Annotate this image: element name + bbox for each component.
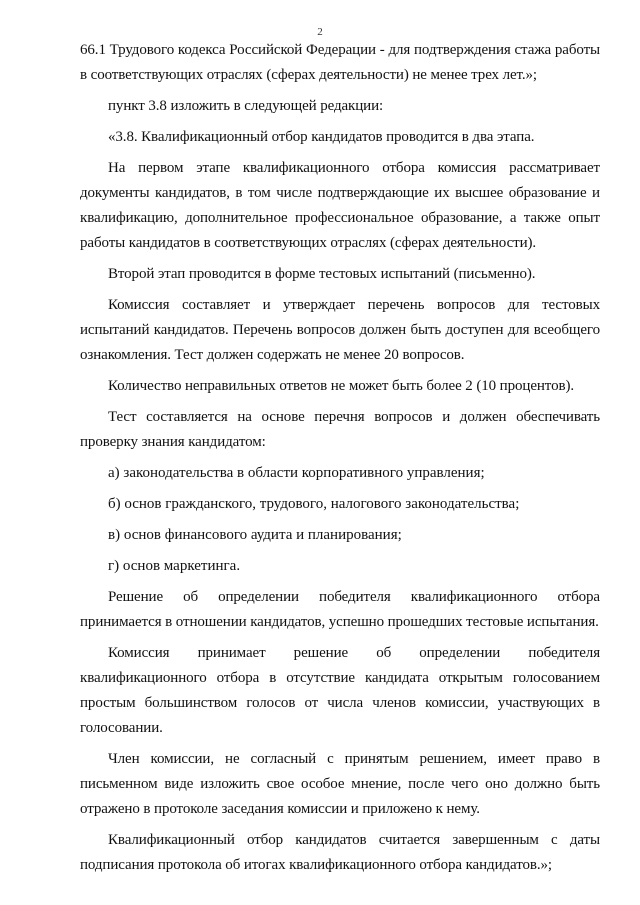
paragraph-commission-vote: Комиссия принимает решение об определении победителя квалификационного отбора в отсутствие кандидата открытым голосованием простым большинством голосов от числа членов комиссии, участвующих в голосовании. — [80, 645, 600, 736]
paragraph-winner-decision: Решение об определении победителя квалификационного отбора принимается в отношении кандидатов, успешно прошедших тестовые испытания. — [80, 589, 600, 630]
paragraph-clause-3-8: «3.8. Квалификационный отбор кандидатов проводится в два этапа. — [108, 129, 535, 145]
paragraph-amendment-intro: пункт 3.8 изложить в следующей редакции: — [108, 98, 384, 114]
paragraph-continuation: 66.1 Трудового кодекса Российской Федерации - для подтверждения стажа работы в соответствующих отраслях (сферах деятельности) не менее трех лет.»; — [80, 42, 600, 83]
list-item-a: а) законодательства в области корпоративного управления; — [108, 465, 485, 481]
paragraph-question-list: Комиссия составляет и утверждает перечень вопросов для тестовых испытаний кандидатов. Перечень вопросов должен быть доступен для всеобщего ознакомления. Тест должен содержать не менее 20 вопросов. — [80, 297, 600, 363]
list-item-d: г) основ маркетинга. — [108, 558, 241, 574]
list-item-c: в) основ финансового аудита и планирования; — [108, 527, 402, 543]
paragraph-second-stage: Второй этап проводится в форме тестовых испытаний (письменно). — [108, 266, 536, 282]
paragraph-first-stage: На первом этапе квалификационного отбора комиссия рассматривает документы кандидатов, в том числе подтверждающие их высшее образование и квалификацию, дополнительное профессиональное образование, а также опыт работы кандидатов в соответствующих отраслях (сферах деятельности). — [80, 160, 600, 251]
paragraph-dissent: Член комиссии, не согласный с принятым решением, имеет право в письменном виде изложить свое особое мнение, после чего оно должно быть отражено в протоколе заседания комиссии и приложено к нему. — [80, 751, 600, 817]
page-number: 2 — [317, 26, 323, 38]
list-item-b: б) основ гражданского, трудового, налогового законодательства; — [108, 496, 520, 512]
document-body — [80, 38, 600, 884]
paragraph-wrong-answers: Количество неправильных ответов не может быть более 2 (10 процентов). — [108, 378, 574, 394]
paragraph-completion: Квалификационный отбор кандидатов считается завершенным с даты подписания протокола об итогах квалификационного отбора кандидатов.»; — [80, 832, 600, 873]
paragraph-test-basis: Тест составляется на основе перечня вопросов и должен обеспечивать проверку знания кандидатом: — [80, 409, 600, 450]
